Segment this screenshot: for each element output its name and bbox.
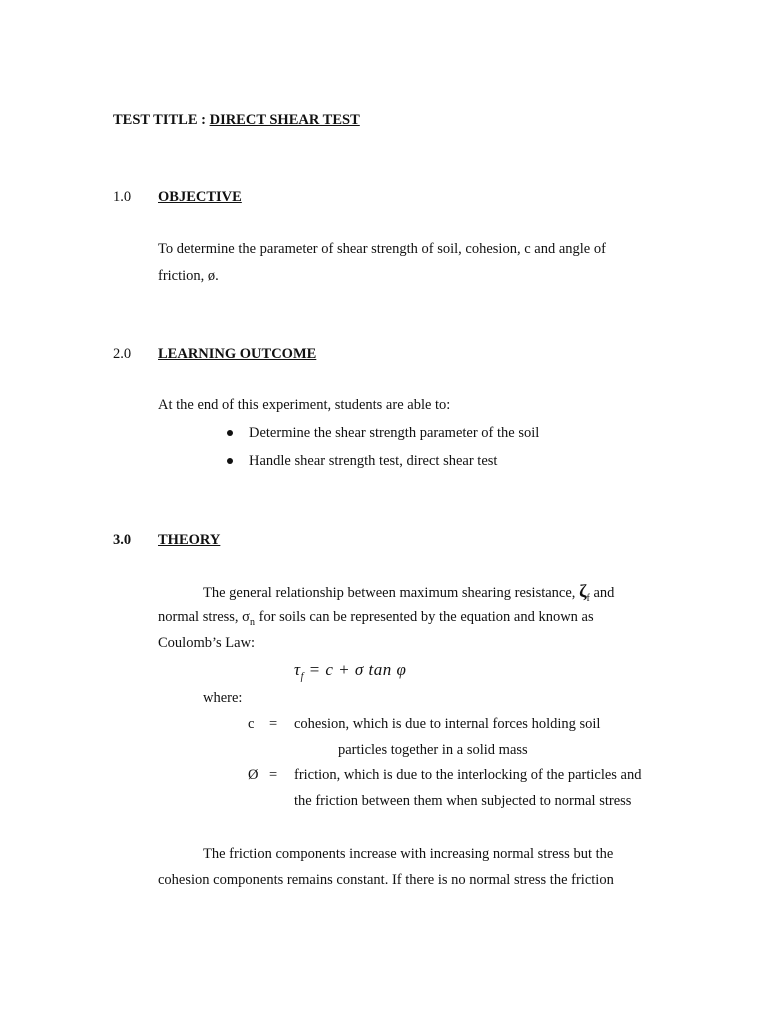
section-1-text-line-2: friction, ø.	[158, 268, 219, 284]
equation-lhs-subscript: f	[300, 671, 304, 683]
definition-phi-equals: =	[269, 767, 278, 783]
bullet-item-2: Handle shear strength test, direct shear test	[249, 453, 498, 469]
coulomb-equation	[294, 661, 406, 686]
definition-phi-line-1: friction, which is due to the interlocking of the particles and	[294, 767, 642, 783]
section-1-number: 1.0	[113, 189, 132, 205]
theory-text: for soils can be represented by the equation and known as	[254, 609, 594, 625]
tau-subscript: f	[586, 592, 590, 604]
sigma-subscript: n	[249, 616, 255, 628]
section-1-text-line-1: To determine the parameter of shear strength of soil, cohesion, c and angle of	[158, 241, 606, 257]
tau-symbol: ζ	[579, 581, 587, 601]
section-3-number: 3.0	[113, 532, 132, 548]
theory-para-1-line-3: Coulomb’s Law:	[158, 635, 256, 651]
theory-para-1-line-1	[203, 582, 614, 608]
test-title-prefix: TEST TITLE :	[113, 112, 210, 128]
section-2-number: 2.0	[113, 346, 132, 362]
theory-text: The general relationship between maximum shearing resistance,	[203, 585, 580, 601]
test-title-value: DIRECT SHEAR TEST	[209, 112, 360, 128]
section-2-heading: LEARNING OUTCOME	[158, 346, 317, 362]
equation-rhs: = c + σ tan φ	[303, 660, 407, 679]
definition-c-equals: =	[269, 716, 278, 732]
where-label: where:	[203, 690, 243, 706]
equation-lhs: τ	[294, 660, 301, 679]
definition-c-symbol: c	[248, 716, 255, 732]
bullet-icon	[227, 458, 233, 464]
theory-para-2-line-2: cohesion components remains constant. If there is no normal stress the friction	[158, 872, 614, 888]
bullet-item-1: Determine the shear strength parameter of the soil	[249, 425, 540, 441]
theory-text: normal stress, σ	[158, 609, 250, 625]
theory-para-1-line-2	[158, 608, 594, 632]
definition-c-line-1: cohesion, which is due to internal forces holding soil	[294, 716, 601, 732]
section-2-intro: At the end of this experiment, students are able to:	[158, 397, 451, 413]
definition-c-line-2: particles together in a solid mass	[338, 742, 528, 758]
bullet-icon	[227, 430, 233, 436]
theory-para-2-line-1: The friction components increase with increasing normal stress but the	[203, 846, 614, 862]
test-title	[113, 111, 360, 129]
theory-text: and	[589, 585, 615, 601]
section-3-heading: THEORY	[158, 532, 221, 548]
definition-phi-symbol: Ø	[248, 767, 259, 783]
section-1-heading: OBJECTIVE	[158, 189, 242, 205]
definition-phi-line-2: the friction between them when subjected to normal stress	[294, 793, 632, 809]
